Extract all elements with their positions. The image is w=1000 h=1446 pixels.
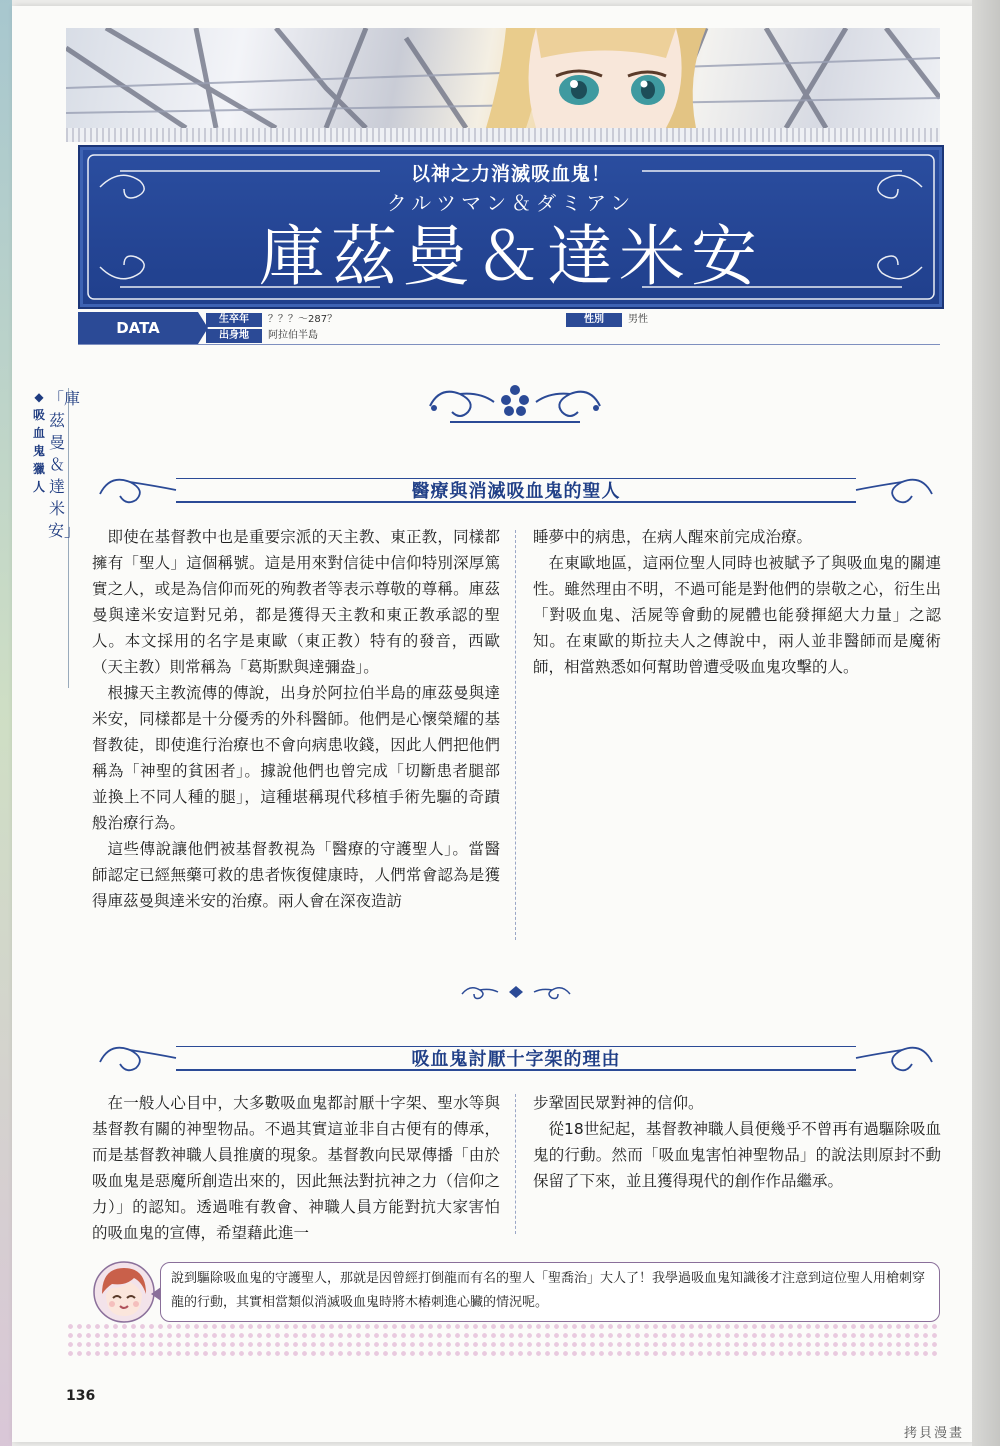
section2-heading bbox=[96, 1034, 936, 1078]
page-title: 庫茲曼＆達米安 bbox=[259, 218, 763, 295]
section1-heading bbox=[96, 466, 936, 510]
section2-paragraph: 從18世紀起，基督教神職人員便幾乎不曾再有過驅除吸血鬼的行動。然而「吸血鬼害怕神聖物品」的說法則原封不動保留了下來，並且獲得現代的創作作品繼承。 bbox=[533, 1120, 941, 1190]
watermark: 拷貝漫畫 bbox=[904, 1426, 965, 1441]
section2-paragraph: 步鞏固民眾對神的信仰。 bbox=[533, 1094, 704, 1112]
section2-heading-text: 吸血鬼討厭十字架的理由 bbox=[411, 1049, 621, 1070]
left-page-edge bbox=[0, 0, 12, 1446]
field-label-birth: 生卒年 bbox=[206, 313, 262, 327]
section1-left-column bbox=[92, 524, 500, 914]
field-label-origin: 出身地 bbox=[206, 329, 262, 343]
side-title bbox=[28, 388, 81, 688]
header-katakana: クルツマン＆ダミアン bbox=[386, 191, 636, 215]
section2-right-column bbox=[533, 1090, 941, 1194]
section1-paragraph: 睡夢中的病患，在病人醒來前完成治療。 bbox=[533, 528, 813, 546]
section2-paragraph: 在一般人心目中，大多數吸血鬼都討厭十字架、聖水等與基督教有關的神聖物品。不過其實這並非自古便有的傳承，而是基督教神職人員推廣的現象。基督教向民眾傳播「由於吸血鬼是惡魔所創造出來的，因此無法對抗神之力（信仰之力）」的認知。透過唯有教會、神職人員方能對抗大家害怕的吸血鬼的宣傳，希望藉此進一 bbox=[92, 1094, 500, 1242]
title-panel bbox=[78, 145, 944, 309]
page-number: 136 bbox=[66, 1388, 96, 1404]
diamond-divider-icon bbox=[456, 980, 576, 1004]
ornament-flourish-icon bbox=[420, 372, 610, 428]
field-value-origin: 阿拉伯半島 bbox=[268, 330, 318, 341]
side-category: ◆吸血鬼獵人 bbox=[32, 390, 45, 494]
scanner-edge bbox=[972, 0, 1000, 1446]
field-value-gender: 男性 bbox=[628, 314, 648, 325]
side-name: 「庫茲曼＆達米安」 bbox=[48, 389, 81, 540]
dot-pattern bbox=[66, 1322, 940, 1358]
column-divider bbox=[515, 530, 516, 940]
column-divider bbox=[515, 1094, 516, 1234]
field-label-gender: 性別 bbox=[566, 313, 622, 327]
section1-paragraph: 在東歐地區，這兩位聖人同時也被賦予了與吸血鬼的關連性。雖然理由不明，不過可能是對他們的崇敬之心，衍生出「對吸血鬼、活屍等會動的屍體也能發揮絕大力量」之認知。在東歐的斯拉夫人之傳說中，兩人並非醫師而是魔術師，相當熟悉如何幫助曾遭受吸血鬼攻擊的人。 bbox=[533, 554, 941, 676]
character-avatar-icon bbox=[92, 1260, 156, 1324]
hero-illustration bbox=[66, 28, 940, 128]
section1-paragraph: 即使在基督教中也是重要宗派的天主教、東正教，同樣都擁有「聖人」這個稱號。這是用來對信徒中信仰特別深厚篤實之人，或是為信仰而死的殉教者等表示尊敬的尊稱。庫茲曼與達米安這對兄弟，都是獲得天主教和東正教承認的聖人。本文採用的名字是東歐（東正教）特有的發音，西歐（天主教）則常稱為「葛斯默與達彌盎」。 bbox=[92, 528, 500, 676]
section2-left-column bbox=[92, 1090, 500, 1246]
header-subtitle: 以神之力消滅吸血鬼！ bbox=[410, 163, 611, 185]
section1-heading-text: 醫療與消滅吸血鬼的聖人 bbox=[411, 481, 621, 502]
section1-paragraph: 根據天主教流傳的傳說，出身於阿拉伯半島的庫茲曼與達米安，同樣都是十分優秀的外科醫師。他們是心懷榮耀的基督教徒，即使進行治療也不會向病患收錢，因此人們把他們稱為「神聖的貧困者」。據說他們也曾完成「切斷患者腿部並換上不同人種的腿」，這種堪稱現代移植手術先驅的奇蹟般治療行為。 bbox=[92, 684, 500, 832]
section1-right-column bbox=[533, 524, 941, 680]
hero-bottom-band bbox=[66, 128, 940, 142]
field-value-birth: ？？？～287？ bbox=[268, 314, 338, 325]
section1-paragraph: 這些傳說讓他們被基督教視為「醫療的守護聖人」。當醫師認定已經無藥可救的患者恢復健康時，人們常會認為是獲得庫茲曼與達米安的治療。兩人會在深夜造訪 bbox=[92, 840, 500, 910]
character-note: 說到驅除吸血鬼的守護聖人，那就是因曾經打倒龍而有名的聖人「聖喬治」大人了！我學過吸血鬼知識後才注意到這位聖人用槍刺穿龍的行動，其實相當類似消滅吸血鬼時將木樁刺進心臟的情況呢。 bbox=[160, 1262, 940, 1322]
data-tag: DATA bbox=[78, 312, 198, 344]
data-divider bbox=[78, 344, 940, 345]
